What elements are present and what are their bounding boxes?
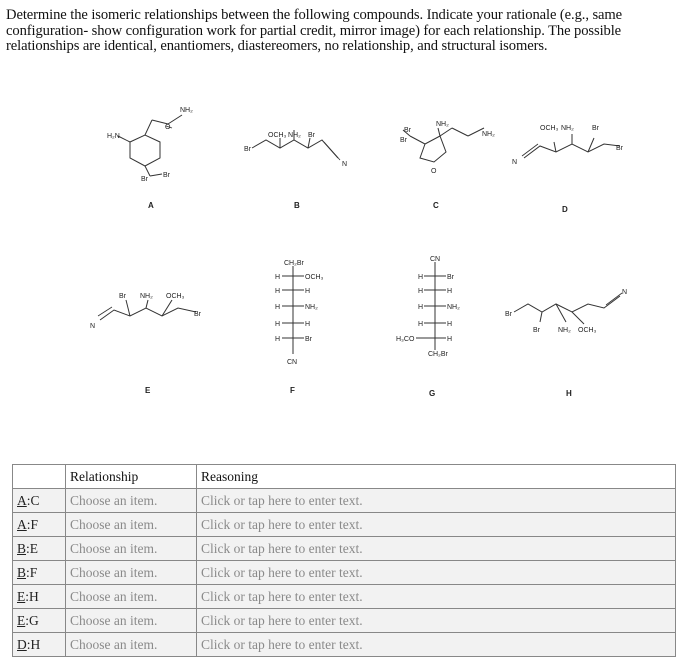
d-label-5: N: [512, 159, 518, 166]
pair-label: A:F: [13, 513, 66, 537]
g-row0-right: Br: [447, 274, 454, 281]
compound-letter-h: H: [566, 389, 572, 398]
reasoning-field[interactable]: Click or tap here to enter text.: [197, 537, 676, 561]
relationship-dropdown[interactable]: Choose an item.: [66, 537, 197, 561]
compound-c: [400, 121, 484, 210]
header-reasoning: Reasoning: [197, 465, 676, 489]
h-label-1: Br: [533, 327, 540, 334]
f-row4-left: H: [275, 336, 281, 343]
relationship-dropdown[interactable]: Choose an item.: [66, 633, 197, 657]
compound-a: [107, 107, 193, 210]
table-row: [13, 513, 676, 537]
e-label-1: NH₂: [140, 293, 153, 300]
pair-label: E:H: [13, 585, 66, 609]
g-row1-right: H: [447, 288, 453, 295]
table-row: [13, 585, 676, 609]
compound-letter-d: D: [562, 205, 568, 214]
f-row3-left: H: [275, 321, 281, 328]
g-top: CN: [430, 256, 441, 263]
h-label-4: N: [622, 289, 628, 296]
pair-label: B:E: [13, 537, 66, 561]
reasoning-field[interactable]: Click or tap here to enter text.: [197, 633, 676, 657]
relationship-table: [12, 464, 676, 657]
b-label-3: Br: [244, 146, 251, 153]
f-row3-right: H: [305, 321, 311, 328]
f-row1-left: H: [275, 288, 281, 295]
f-row2-left: H: [275, 304, 281, 311]
g-row3-left: H: [418, 321, 424, 328]
e-label-3: Br: [194, 311, 201, 318]
reasoning-field[interactable]: Click or tap here to enter text.: [197, 561, 676, 585]
pair-label: D:H: [13, 633, 66, 657]
d-label-1: OCH₃: [540, 125, 559, 132]
compound-h: [505, 289, 627, 398]
e-label-2: OCH₃: [166, 293, 185, 300]
compound-b: [244, 130, 347, 210]
g-row4-left: H₃CO: [396, 336, 415, 343]
compound-e: [90, 293, 202, 395]
table-row: [13, 609, 676, 633]
structures-figure: [0, 80, 700, 460]
c-label-0: Br: [404, 127, 411, 134]
compound-letter-f: F: [290, 386, 295, 395]
header-pair: [13, 465, 66, 489]
a-label-4: Br: [163, 172, 170, 179]
g-row1-left: H: [418, 288, 424, 295]
h-label-3: OCH₃: [578, 327, 597, 334]
g-row2-right: NH₂: [447, 304, 460, 311]
table-row: [13, 561, 676, 585]
e-label-4: N: [90, 323, 96, 330]
d-label-0: NH₂: [482, 131, 495, 138]
question-text: Determine the isomeric relationships between the following compounds. Indicate your rationale (e.g., same configuration- show configuration work for partial credit, mirror image) for each relationship. The possible relationships are identical, enantiomers, diastereomers, no relationship, and structural isomers.: [6, 7, 623, 54]
d-label-3: Br: [592, 125, 599, 132]
b-label-0: OCH₃: [268, 132, 287, 139]
relationship-dropdown[interactable]: Choose an item.: [66, 561, 197, 585]
f-bottom: CN: [287, 359, 298, 366]
compound-letter-g: G: [429, 389, 436, 398]
f-row2-right: NH₂: [305, 304, 318, 311]
compound-letter-c: C: [433, 201, 439, 210]
g-row4-right: H: [447, 336, 453, 343]
b-label-2: Br: [308, 132, 315, 139]
h-label-0: Br: [505, 311, 512, 318]
table-header-row: [13, 465, 676, 489]
reasoning-field[interactable]: Click or tap here to enter text.: [197, 609, 676, 633]
compound-f: [275, 260, 324, 395]
f-row0-left: H: [275, 274, 281, 281]
b-label-4: N: [342, 161, 348, 168]
a-label-3: Br: [141, 176, 148, 183]
table-row: [13, 489, 676, 513]
e-label-0: Br: [119, 293, 126, 300]
reasoning-field[interactable]: Click or tap here to enter text.: [197, 489, 676, 513]
g-row0-left: H: [418, 274, 424, 281]
compound-letter-b: B: [294, 201, 300, 210]
d-label-2: NH₂: [561, 125, 574, 132]
b-label-1: NH₂: [288, 132, 301, 139]
table-row: [13, 537, 676, 561]
table-row: [13, 633, 676, 657]
pair-label: E:G: [13, 609, 66, 633]
c-label-3: O: [431, 168, 437, 175]
pair-label: A:C: [13, 489, 66, 513]
relationship-dropdown[interactable]: Choose an item.: [66, 609, 197, 633]
g-row2-left: H: [418, 304, 424, 311]
relationship-dropdown[interactable]: Choose an item.: [66, 585, 197, 609]
compound-d: [482, 125, 624, 214]
f-row1-right: H: [305, 288, 311, 295]
h-label-2: NH₂: [558, 327, 571, 334]
f-top: CH₂Br: [284, 260, 304, 267]
a-label-2: O: [165, 124, 171, 131]
a-label-1: H₂N: [107, 133, 120, 140]
g-row3-right: H: [447, 321, 453, 328]
reasoning-field[interactable]: Click or tap here to enter text.: [197, 585, 676, 609]
compound-g: [396, 256, 460, 398]
reasoning-field[interactable]: Click or tap here to enter text.: [197, 513, 676, 537]
compound-letter-a: A: [148, 201, 154, 210]
d-label-4: Br: [616, 145, 623, 152]
f-row4-right: Br: [305, 336, 312, 343]
relationship-dropdown[interactable]: Choose an item.: [66, 489, 197, 513]
a-label-0: NH₂: [180, 107, 193, 114]
c-label-1: NH₂: [436, 121, 449, 128]
compound-letter-e: E: [145, 386, 151, 395]
c-label-2: Br: [400, 137, 407, 144]
g-bottom: CH₂Br: [428, 351, 448, 358]
relationship-dropdown[interactable]: Choose an item.: [66, 513, 197, 537]
header-relationship: Relationship: [66, 465, 197, 489]
f-row0-right: OCH₃: [305, 274, 324, 281]
pair-label: B:F: [13, 561, 66, 585]
